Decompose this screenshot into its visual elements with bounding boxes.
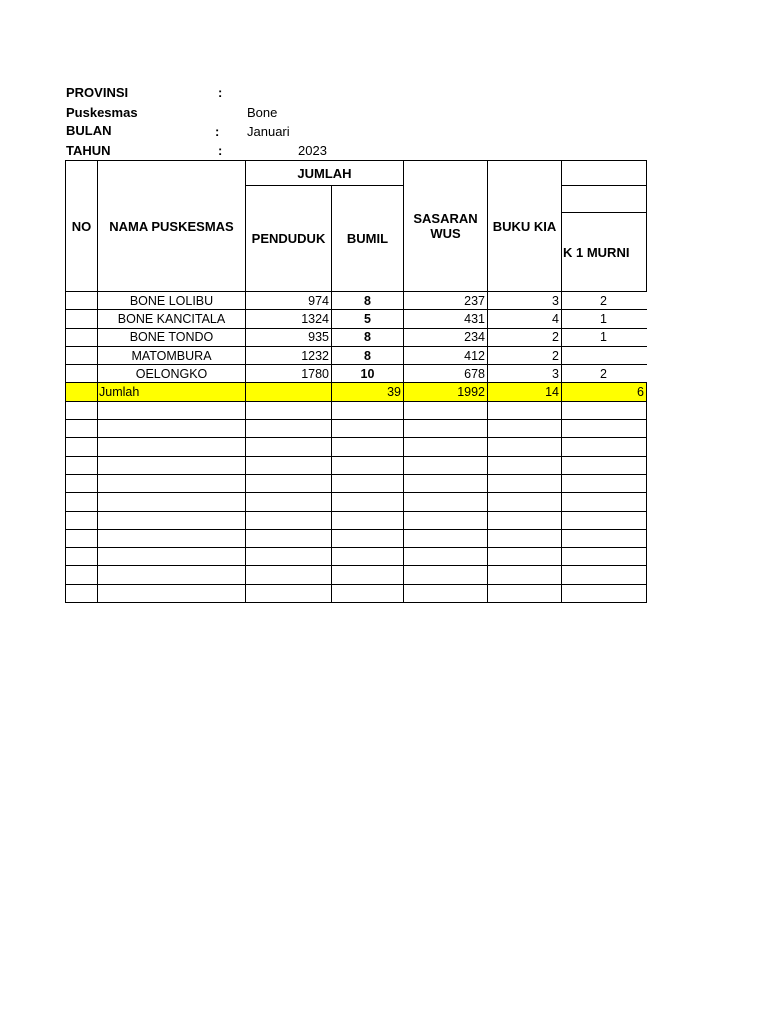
row-bumil-cell: 8 <box>332 346 404 364</box>
total-row <box>66 383 647 401</box>
empty-cell <box>98 420 246 438</box>
row-no-cell <box>66 365 98 383</box>
empty-cell <box>404 529 488 547</box>
empty-cell <box>332 474 404 492</box>
header-no: NO <box>66 161 98 292</box>
row-nama-cell: BONE KANCITALA <box>98 310 246 328</box>
row-k1-murni-cell: 1 <box>562 328 647 346</box>
empty-cell <box>98 529 246 547</box>
empty-cell <box>66 511 98 529</box>
empty-cell <box>332 584 404 602</box>
empty-cell <box>246 511 332 529</box>
puskesmas-value: Bone <box>247 105 278 120</box>
empty-cell <box>404 548 488 566</box>
row-k1-murni-cell <box>562 346 647 364</box>
empty-cell <box>332 493 404 511</box>
header-buku-kia: BUKU KIA <box>488 161 562 292</box>
row-bumil-cell: 5 <box>332 310 404 328</box>
empty-cell <box>562 401 647 419</box>
row-sasaran-cell: 678 <box>404 365 488 383</box>
empty-cell <box>66 584 98 602</box>
total-bumil-cell: 39 <box>332 383 404 401</box>
empty-cell <box>98 456 246 474</box>
row-k1-murni-cell: 2 <box>562 292 647 310</box>
empty-cell <box>562 566 647 584</box>
empty-cell <box>332 456 404 474</box>
empty-cell <box>404 401 488 419</box>
empty-cell <box>66 493 98 511</box>
tahun-colon: : <box>218 143 223 158</box>
empty-cell <box>66 438 98 456</box>
bulan-colon: : <box>215 124 220 139</box>
total-k1-murni-cell: 6 <box>562 383 647 401</box>
tahun-label: TAHUN <box>66 143 111 158</box>
empty-cell <box>66 420 98 438</box>
empty-cell <box>404 438 488 456</box>
empty-row <box>66 474 647 492</box>
total-label: Jumlah <box>98 383 246 401</box>
empty-cell <box>98 401 246 419</box>
empty-cell <box>562 474 647 492</box>
row-sasaran-cell: 431 <box>404 310 488 328</box>
header-bumil: BUMIL <box>332 186 404 292</box>
bulan-value: Januari <box>247 124 290 139</box>
empty-cell <box>404 566 488 584</box>
row-no-cell <box>66 328 98 346</box>
row-buku-kia-cell: 4 <box>488 310 562 328</box>
empty-cell <box>246 401 332 419</box>
empty-row <box>66 456 647 474</box>
header-penduduk: PENDUDUK <box>246 186 332 292</box>
empty-cell <box>246 548 332 566</box>
empty-cell <box>404 456 488 474</box>
total-no-cell <box>66 383 98 401</box>
empty-row <box>66 438 647 456</box>
empty-cell <box>246 474 332 492</box>
bulan-label: BULAN <box>66 123 112 138</box>
row-no-cell <box>66 310 98 328</box>
empty-cell <box>404 584 488 602</box>
row-bumil-cell: 8 <box>332 292 404 310</box>
header-k1-murni: K 1 MURNI <box>562 213 647 292</box>
row-penduduk-cell: 935 <box>246 328 332 346</box>
empty-cell <box>98 548 246 566</box>
empty-cell <box>404 474 488 492</box>
table-row <box>66 292 647 310</box>
empty-cell <box>246 420 332 438</box>
empty-row <box>66 493 647 511</box>
row-penduduk-cell: 1232 <box>246 346 332 364</box>
empty-cell <box>66 548 98 566</box>
empty-cell <box>66 401 98 419</box>
empty-row <box>66 566 647 584</box>
empty-cell <box>98 438 246 456</box>
empty-cell <box>488 511 562 529</box>
empty-row <box>66 420 647 438</box>
table-row <box>66 310 647 328</box>
empty-cell <box>562 548 647 566</box>
empty-cell <box>332 529 404 547</box>
row-no-cell <box>66 292 98 310</box>
row-bumil-cell: 8 <box>332 328 404 346</box>
row-buku-kia-cell: 2 <box>488 346 562 364</box>
empty-cell <box>98 493 246 511</box>
empty-cell <box>488 493 562 511</box>
empty-cell <box>562 584 647 602</box>
row-sasaran-cell: 412 <box>404 346 488 364</box>
total-sasaran-cell: 1992 <box>404 383 488 401</box>
empty-cell <box>488 401 562 419</box>
empty-cell <box>66 474 98 492</box>
empty-cell <box>98 566 246 584</box>
empty-cell <box>404 493 488 511</box>
empty-cell <box>246 566 332 584</box>
row-penduduk-cell: 974 <box>246 292 332 310</box>
empty-cell <box>562 493 647 511</box>
row-penduduk-cell: 1780 <box>246 365 332 383</box>
empty-cell <box>562 456 647 474</box>
empty-cell <box>488 474 562 492</box>
puskesmas-label: Puskesmas <box>66 105 138 120</box>
empty-row <box>66 401 647 419</box>
empty-row <box>66 529 647 547</box>
header-jumlah: JUMLAH <box>246 161 404 186</box>
header-blank-top <box>562 161 647 186</box>
empty-cell <box>98 584 246 602</box>
empty-cell <box>246 493 332 511</box>
total-penduduk-cell <box>246 383 332 401</box>
empty-cell <box>66 566 98 584</box>
row-nama-cell: MATOMBURA <box>98 346 246 364</box>
empty-cell <box>66 529 98 547</box>
row-sasaran-cell: 237 <box>404 292 488 310</box>
header-sasaran-wus: SASARAN WUS <box>404 161 488 292</box>
row-nama-cell: OELONGKO <box>98 365 246 383</box>
empty-cell <box>66 456 98 474</box>
provinsi-label: PROVINSI <box>66 85 129 100</box>
table-row <box>66 328 647 346</box>
empty-cell <box>562 420 647 438</box>
empty-cell <box>332 420 404 438</box>
row-bumil-cell: 10 <box>332 365 404 383</box>
empty-row <box>66 548 647 566</box>
row-buku-kia-cell: 2 <box>488 328 562 346</box>
empty-cell <box>488 456 562 474</box>
total-buku-kia-cell: 14 <box>488 383 562 401</box>
table-row <box>66 346 647 364</box>
empty-cell <box>246 456 332 474</box>
empty-cell <box>562 511 647 529</box>
empty-cell <box>246 529 332 547</box>
row-penduduk-cell: 1324 <box>246 310 332 328</box>
empty-cell <box>488 529 562 547</box>
empty-row <box>66 511 647 529</box>
row-nama-cell: BONE LOLIBU <box>98 292 246 310</box>
puskesmas-table <box>65 160 647 603</box>
row-no-cell <box>66 346 98 364</box>
empty-cell <box>332 511 404 529</box>
empty-cell <box>562 529 647 547</box>
empty-cell <box>488 584 562 602</box>
row-buku-kia-cell: 3 <box>488 365 562 383</box>
empty-cell <box>404 511 488 529</box>
empty-cell <box>246 584 332 602</box>
empty-cell <box>98 474 246 492</box>
empty-cell <box>332 566 404 584</box>
empty-cell <box>246 438 332 456</box>
empty-cell <box>332 401 404 419</box>
empty-cell <box>488 420 562 438</box>
row-nama-cell: BONE TONDO <box>98 328 246 346</box>
row-buku-kia-cell: 3 <box>488 292 562 310</box>
tahun-value: 2023 <box>298 143 327 158</box>
header-nama-puskesmas: NAMA PUSKESMAS <box>98 161 246 292</box>
row-k1-murni-cell: 2 <box>562 365 647 383</box>
empty-cell <box>488 548 562 566</box>
row-sasaran-cell: 234 <box>404 328 488 346</box>
empty-cell <box>332 548 404 566</box>
empty-cell <box>488 566 562 584</box>
header-blank-mid <box>562 186 647 213</box>
empty-cell <box>562 438 647 456</box>
row-k1-murni-cell: 1 <box>562 310 647 328</box>
empty-cell <box>488 438 562 456</box>
empty-cell <box>404 420 488 438</box>
table-row <box>66 365 647 383</box>
provinsi-colon: : <box>218 85 223 100</box>
empty-cell <box>332 438 404 456</box>
empty-cell <box>98 511 246 529</box>
empty-row <box>66 584 647 602</box>
